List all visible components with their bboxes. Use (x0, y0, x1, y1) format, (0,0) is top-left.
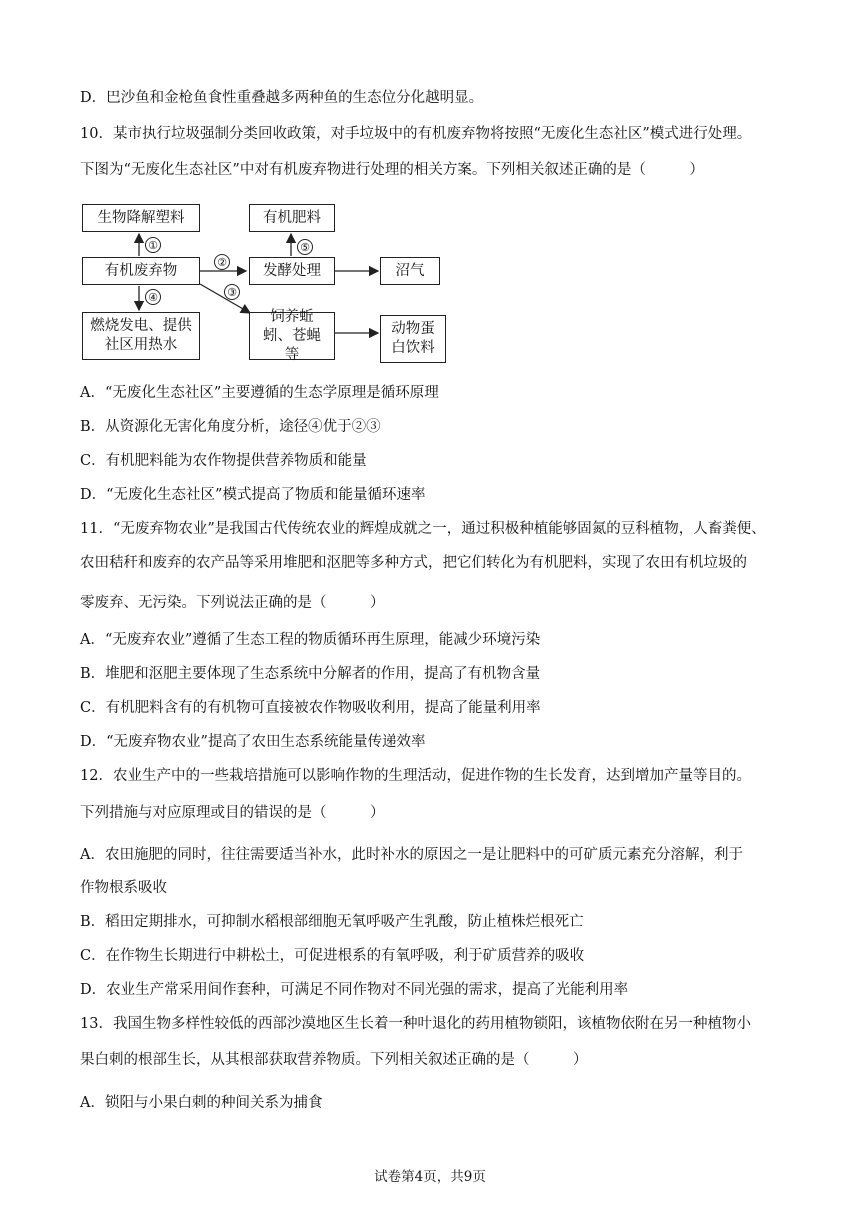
box-biodegradable-plastic: 生物降解塑料 (82, 204, 200, 232)
label-5: ⑤ (297, 239, 313, 255)
q12-stem-1: 12．农业生产中的一些栽培措施可以影响作物的生理活动，促进作物的生长发育，达到增加产量等目的。 (80, 768, 751, 784)
page-footer: 试卷第4页，共9页 (374, 1169, 486, 1185)
label-2: ② (214, 254, 230, 270)
q10-stem-1: 10．某市执行垃圾强制分类回收政策，对手垃圾中的有机废弃物将按照“无废化生态社区”模式进行处理。 (80, 126, 752, 142)
q11-stem-2: 农田秸秆和废弃的农产品等采用堆肥和沤肥等多种方式，把它们转化为有机肥料，实现了农田有机垃圾的 (80, 555, 747, 571)
q12-option-b: B．稻田定期排水，可抑制水稻根部细胞无氧呼吸产生乳酸，防止植株烂根死亡 (80, 914, 584, 930)
q9-option-d: D．巴沙鱼和金枪鱼食性重叠越多两种鱼的生态位分化越明显。 (80, 90, 484, 106)
q12-option-a-2: 作物根系吸收 (80, 880, 167, 896)
q10-option-c: C．有机肥料能为农作物提供营养物质和能量 (80, 453, 367, 469)
q11-option-c: C．有机肥料含有的有机物可直接被农作物吸收利用，提高了能量利用率 (80, 700, 541, 716)
waste-processing-diagram (78, 198, 458, 368)
q11-option-b: B．堆肥和沤肥主要体现了生态系统中分解者的作用，提高了有机物含量 (80, 666, 541, 682)
q11-stem-1: 11．“无废弃物农业”是我国古代传统农业的辉煌成就之一，通过积极种植能够固氮的豆科植物，人畜粪便、 (80, 521, 766, 537)
q12-option-d: D．农业生产常采用间作套种，可满足不同作物对不同光强的需求，提高了光能利用率 (80, 982, 629, 998)
label-4: ④ (145, 289, 161, 305)
q13-option-a: A．锁阳与小果白刺的种间关系为捕食 (80, 1095, 323, 1111)
q10-option-a: A．“无废化生态社区”主要遵循的生态学原理是循环原理 (80, 385, 439, 401)
q13-stem-1: 13．我国生物多样性较低的西部沙漠地区生长着一种叶退化的药用植物锁阳，该植物依附在另一种植物小 (80, 1016, 751, 1032)
q13-stem-2: 果白刺的根部生长，从其根部获取营养物质。下列相关叙述正确的是（ ） (80, 1052, 588, 1068)
box-animal-protein: 动物蛋白饮料 (380, 315, 446, 363)
q12-option-a-1: A．农田施肥的同时，往往需要适当补水，此时补水的原因之一是让肥料中的可矿质元素充分溶解，利于 (80, 847, 743, 863)
box-raise-earthworms: 饲养蚯蚓、苍蝇等 (249, 312, 335, 360)
box-burn-power: 燃烧发电、提供社区用热水 (82, 312, 200, 360)
label-1: ① (145, 237, 161, 253)
q10-option-d: D．“无废化生态社区”模式提高了物质和能量循环速率 (80, 487, 426, 503)
q12-option-c: C．在作物生长期进行中耕松土，可促进根系的有氧呼吸，利于矿质营养的吸收 (80, 948, 585, 964)
q12-stem-2: 下列措施与对应原理或目的错误的是（ ） (80, 805, 385, 821)
box-organic-waste: 有机废弃物 (82, 257, 200, 285)
q11-option-d: D．“无废弃物农业”提高了农田生态系统能量传递效率 (80, 734, 426, 750)
box-fermentation: 发酵处理 (249, 257, 335, 285)
q11-option-a: A．“无废弃农业”遵循了生态工程的物质循环再生原理，能减少环境污染 (80, 632, 541, 648)
box-biogas: 沼气 (380, 257, 440, 285)
q11-stem-3: 零废弃、无污染。下列说法正确的是（ ） (80, 595, 385, 611)
label-3: ③ (224, 284, 240, 300)
q10-option-b: B．从资源化无害化角度分析，途径④优于②③ (80, 419, 381, 435)
q10-stem-2: 下图为“无废化生态社区”中对有机废弃物进行处理的相关方案。下列相关叙述正确的是（ ） (80, 162, 704, 178)
box-organic-fertilizer: 有机肥料 (249, 204, 335, 232)
